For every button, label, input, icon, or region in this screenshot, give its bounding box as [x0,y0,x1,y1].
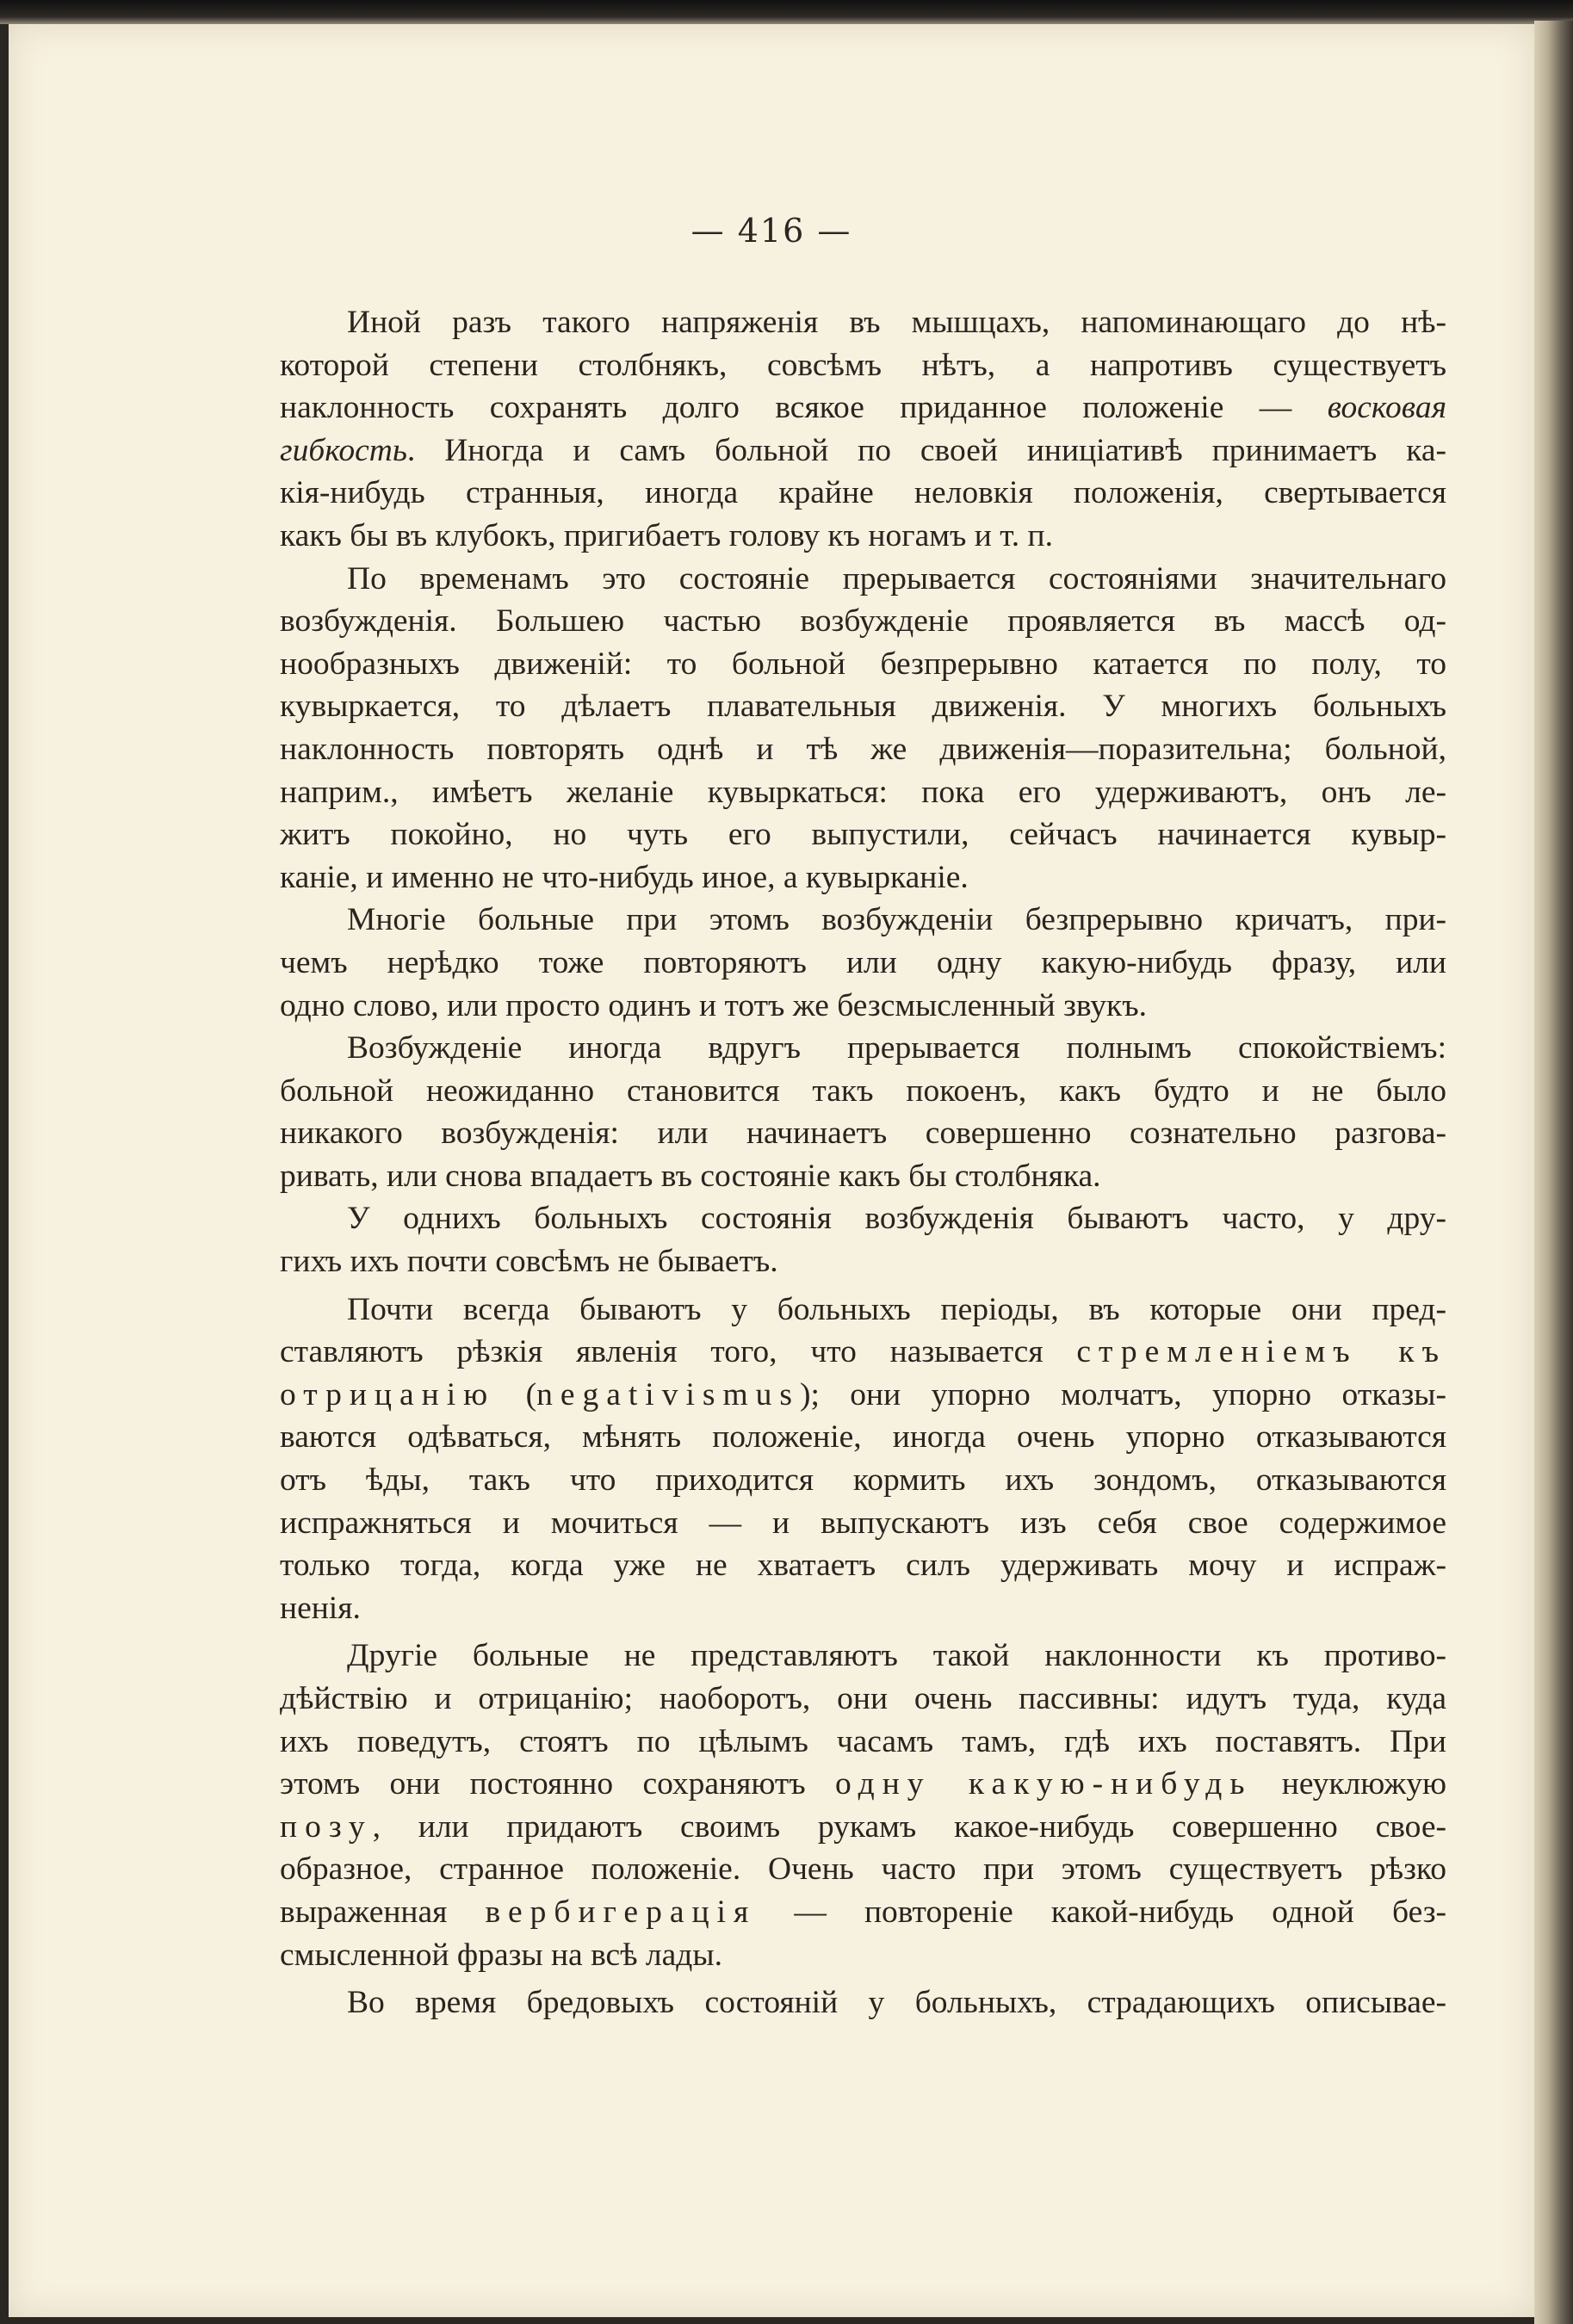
text-line: выраженная вербигерація — повтореніе какой-нибудь одной без- [280,1894,1446,1930]
text-line: У однихъ больныхъ состоянія возбужденія бываютъ часто, у дру- [347,1201,1446,1237]
text-line: кувыркается, то дѣлаетъ плавательныя движенія. У многихъ больныхъ [280,689,1446,725]
text-line: возбужденія. Большею частью возбужденіе проявляется въ массѣ од- [280,603,1446,640]
text-line: ихъ поведутъ, стоятъ по цѣлымъ часамъ тамъ, гдѣ ихъ поставятъ. При [280,1723,1446,1759]
text-line: житъ покойно, но чуть его выпустили, сейчасъ начинается кувыр- [280,817,1446,853]
text-line: Многіе больные при этомъ возбужденіи безпрерывно кричатъ, при- [347,902,1446,938]
spaced-term: вербигерація [485,1894,757,1930]
text-line: испражняться и мочиться — и выпускаютъ изъ себя свое содержимое [280,1505,1446,1541]
text-line: наклонность повторять однѣ и тѣ же движенія—поразительна; больной, [280,731,1446,767]
spaced-term: одну какую-нибудь [834,1766,1253,1802]
text-line: Возбужденіе иногда вдругъ прерывается полнымъ спокойствіемъ: [347,1030,1446,1066]
italic-term: гибкость [280,432,407,468]
spaced-term: отрицанію [280,1376,496,1412]
text-line: этомъ они постоянно сохраняютъ одну какую-нибудь неуклюжую [280,1766,1446,1802]
text-line: Другіе больные не представляютъ такой наклонности къ противо- [347,1638,1446,1674]
text-line: ваются одѣваться, мѣнять положеніе, иногда очень упорно отказываются [280,1419,1446,1456]
paragraph-2 [280,558,1446,899]
text-line: нообразныхъ движеній: то больной безпрерывно катается по полу, то [280,646,1446,682]
spaced-term: стремленіемъ къ [1076,1334,1446,1370]
text-line: Во время бредовыхъ состояній у больныхъ, страдающихъ описывае- [347,1985,1446,2021]
paragraph-1 [280,301,1446,558]
book-page [9,24,1534,2317]
text-line: образное, странное положеніе. Очень часто при этомъ существуетъ рѣзко [280,1851,1446,1888]
text-line: Почти всегда бываютъ у больныхъ періоды, въ которые они пред- [347,1291,1446,1327]
text-line: По временамъ это состояніе прерывается состояніями значительнаго [347,560,1446,596]
body-text [280,301,1446,2024]
text-line: дѣйствію и отрицанію; наоборотъ, они очень пассивны: идутъ туда, куда [280,1681,1446,1716]
text-line: отрицанію (negativismus); они упорно молчатъ, упорно отказы- [280,1376,1446,1412]
text-line: только тогда, когда уже не хватаетъ силъ удерживать мочу и испраж- [280,1548,1446,1584]
text-line: одно слово, или просто одинъ и тотъ же безсмысленный звукъ. [280,987,1148,1023]
text-line: кія-нибудь странныя, иногда крайне неловкія положенія, свертывается [280,475,1446,511]
text-line: позу, или придаютъ своимъ рукамъ какое-нибудь совершенно свое- [280,1808,1446,1845]
text-line: гихъ ихъ почти совсѣмъ не бываетъ. [280,1244,778,1280]
book-spine-edge [1534,21,1573,2324]
text-line: наприм., имѣетъ желаніе кувыркаться: пока его удерживаютъ, онъ ле- [280,774,1446,810]
text-line: смысленной фразы на всѣ лады. [280,1937,722,1973]
page-number: — 416 — [691,212,852,250]
text-line: которой степени столбнякъ, совсѣмъ нѣтъ, а напротивъ существуетъ [280,347,1446,383]
spaced-term: позу [280,1808,373,1845]
paragraph-8 [280,1981,1446,2024]
text-line: никакого возбужденія: или начинаетъ совершенно сознательно разгова- [280,1116,1446,1152]
text-line: ривать, или снова впадаетъ въ состояніе какъ бы столбняка. [280,1158,1101,1194]
text-line: чемъ нерѣдко тоже повторяютъ или одну какую-нибудь фразу, или [280,944,1446,980]
text-line: наклонность сохранять долго всякое приданное положеніе — восковая [280,390,1446,426]
scan-top-edge [0,0,1573,24]
spaced-term: negativismus [536,1376,800,1412]
paragraph-5 [280,1197,1446,1283]
paragraph-3 [280,899,1446,1027]
text-line: Иной разъ такого напряженія въ мышцахъ, напоминающаго до нѣ- [347,305,1446,340]
text-line: ненія. [280,1590,361,1626]
text-line: ставляютъ рѣзкія явленія того, что называется стремленіемъ къ [280,1334,1446,1370]
paragraph-6 [280,1289,1446,1630]
text-line: каніе, и именно не что-нибудь иное, а кувырканіе. [280,859,969,895]
text-line: гибкость. Иногда и самъ больной по своей иниціативѣ принимаетъ ка- [280,432,1446,468]
text-line: отъ ѣды, такъ что приходится кормить ихъ зондомъ, отказываются [280,1462,1446,1499]
text-line: больной неожиданно становится такъ покоенъ, какъ будто и не было [280,1072,1446,1109]
text-line: какъ бы въ клубокъ, пригибаетъ голову къ ногамъ и т. п. [280,517,1053,553]
italic-term: восковая [1327,390,1446,426]
paragraph-4 [280,1027,1446,1197]
paragraph-7 [280,1635,1446,1976]
